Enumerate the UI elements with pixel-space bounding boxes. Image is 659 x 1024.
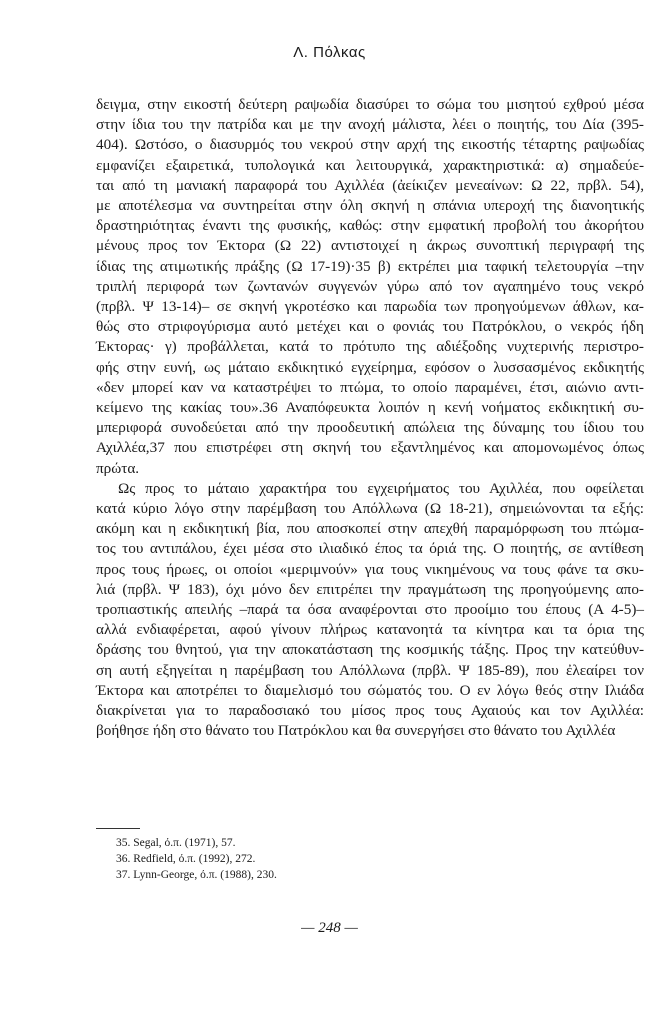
text-line: αλλά ενδιαφέρεται, αφού γίνουν πλήρως κατανοητά τα κίνητρα και τα όρια της bbox=[96, 621, 644, 639]
running-head: Λ. Πόλκας bbox=[293, 44, 366, 61]
text-line: μένους προς τον Έκτορα (Ω 22) αντιστοιχεί η άκρως συνοπτική περιγραφή της bbox=[96, 237, 644, 255]
text-line: πρώτα. bbox=[96, 459, 140, 477]
paragraph bbox=[96, 95, 644, 479]
text-line: δράσης του θνητού, για την αποκατάσταση της κοσμικής τάξης. Προς την κατεύθυν- bbox=[96, 641, 644, 659]
text-line: δραστηριότητας έναντι της φυσικής, καθώς: στην εμφατική προβολή του ἀκορήτου bbox=[96, 217, 644, 235]
text-line: (πρβλ. Ψ 13-14)– σε σκηνή γκροτέσκο και παρωδία των προηγούμενων άθλων, κα- bbox=[96, 298, 644, 316]
text-line: εμφανίζει εξαιρετικά, τυπολογικά και λειτουργικά, χαρακτηριστικά: α) σημαδεύε- bbox=[96, 156, 644, 174]
footnote: 35. Segal, ό.π. (1971), 57. bbox=[116, 837, 236, 849]
text-line: ση αυτή εξηγείται η παρέμβαση του Απόλλωνα (πρβλ. Ψ 185-89), που ἐλεαίρει τον bbox=[96, 661, 644, 679]
paragraph bbox=[96, 479, 644, 742]
text-line: διακρίνεται για το παραδοσιακό του μίσος προς τους Αχαιούς και τον Αχιλλέα: bbox=[96, 702, 644, 720]
text-line: Αχιλλέα,37 που επιστρέφει στη σκηνή του εξαντλημένος και απομονωμένος όπως bbox=[96, 439, 644, 457]
text-line: λιά (πρβλ. Ψ 183), όχι μόνο δεν επιτρέπει την πραγμάτωση της προηγούμενης απο- bbox=[96, 580, 644, 598]
text-line: στην ίδια του την πατρίδα και με την ανοχή μάλιστα, λέει ο ποιητής, του Δία (395- bbox=[96, 116, 644, 134]
text-line: με αποτέλεσμα να συντηρείται στην όλη σκηνή η σπάνια υπεροχή της διανοητικής bbox=[96, 197, 644, 215]
footnote: 36. Redfield, ό.π. (1992), 272. bbox=[116, 853, 256, 865]
text-line: προς τους ήρωες, οι οποίοι «μεριμνούν» για τους νικημένους να τους φάνε τα σκυ- bbox=[96, 560, 644, 578]
text-line: ται από τη μανιακή παραφορά του Αχιλλέα (ἀείκιζεν μενεαίνων: Ω 22, πρβλ. 54), bbox=[96, 176, 644, 194]
text-line: Έκτορας· γ) προβάλλεται, κατά το πρότυπο της αδιέξοδης νυχτερινής περιστρο- bbox=[96, 338, 644, 356]
text-line: τος του αντιπάλου, έχει μέσα στο ιλιαδικό έπος τα όριά της. Ο ποιητής, σε αντίθεση bbox=[96, 540, 644, 558]
text-line: ίδιας της ατιμωτικής πράξης (Ω 17-19)·35 β) εκτρέπει μια ταφική τελετουργία –την bbox=[96, 257, 644, 275]
text-line: βοήθησε ήδη στο θάνατο του Πατρόκλου και θα συνεργήσει στο θάνατο του Αχιλλέα bbox=[96, 722, 616, 740]
page-number: — 248 — bbox=[301, 920, 358, 936]
text-line: φής στην ευνή, ως μάταιο εκδικητικό εγχείρημα, εφόσον ο λυσσασμένος εκδικητής bbox=[96, 358, 644, 376]
footnote: 37. Lynn-George, ό.π. (1988), 230. bbox=[116, 869, 277, 881]
text-line: «δεν μπορεί καν να καταστρέψει το πτώμα, το οποίο παραμένει, έτσι, αιώνιο αντι- bbox=[96, 378, 644, 396]
text-line: ακόμη και η εκδικητική βία, που αποσκοπεί στην απεχθή παραμόρφωση του πτώμα- bbox=[96, 520, 644, 538]
footnote-rule bbox=[96, 828, 140, 829]
text-line: τροπιαστικής απειλής –παρά τα όσα αναφέρονται στο προοίμιο του έπους (Α 4-5)– bbox=[96, 601, 644, 619]
text-line: θώς στο στριφογύρισμα αυτό μετέχει και ο φονιάς του Πατρόκλου, ο νεκρός ήδη bbox=[96, 318, 644, 336]
text-line: κατά κύριο λόγο στην παρέμβαση του Απόλλωνα (Ω 18-21), σημειώνονται τα εξής: bbox=[96, 500, 644, 518]
text-line: Ως προς το μάταιο χαρακτήρα του εγχειρήματος του Αχιλλέα, που οφείλεται bbox=[118, 479, 644, 497]
footnotes bbox=[116, 835, 277, 883]
text-line: τριπλή περιφορά των ζωντανών συγγενών γύρω από τον αγαπημένο τους νεκρό bbox=[96, 277, 644, 295]
text-line: μπεριφορά συνοδεύεται από την προοδευτική απώλεια της δύναμης του ίδιου του bbox=[96, 419, 644, 437]
text-line: Έκτορα και αποτρέπει το διαμελισμό του σώματός του. Ο εν λόγω θεός στην Ιλιάδα bbox=[96, 681, 644, 699]
text-line: δειγμα, στην εικοστή δεύτερη ραψωδία διασύρει το σώμα του μισητού εχθρού μέσα bbox=[96, 96, 644, 113]
body-text bbox=[96, 95, 644, 742]
text-line: 404). Ωστόσο, ο διασυρμός του νεκρού στην αρχή της εικοστής τέταρτης ραψωδίας bbox=[96, 136, 644, 154]
text-line: κείμενο της κακίας του».36 Αναπόφευκτα λοιπόν η κενή νοήματος εκδικητική συ- bbox=[96, 399, 644, 417]
